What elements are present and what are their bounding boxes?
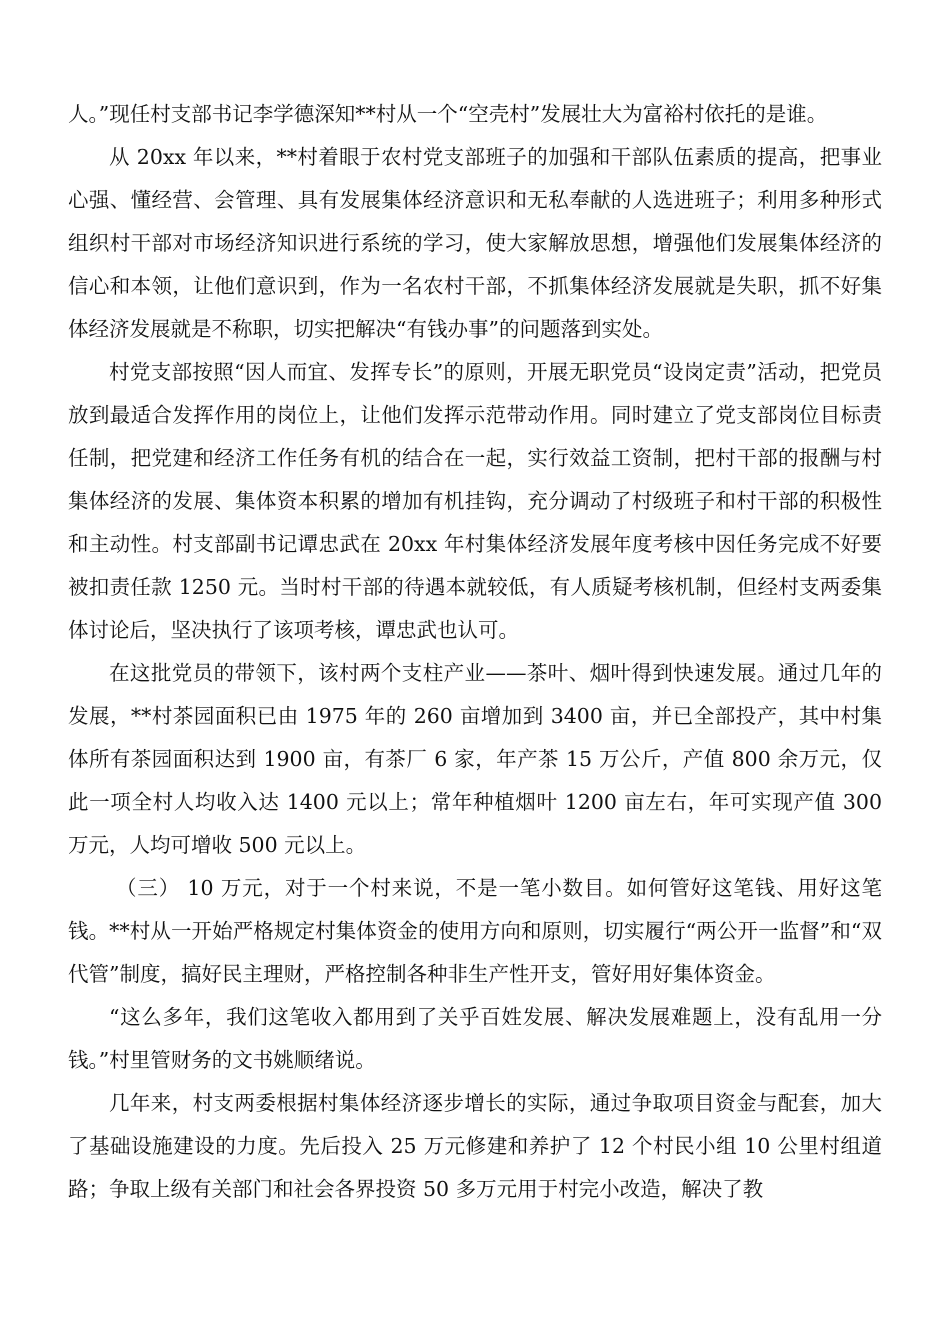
paragraph-industries: 在这批党员的带领下，该村两个支柱产业——茶叶、烟叶得到快速发展。通过几年的发展，**村茶园面积已由 1975 年的 260 亩增加到 3400 亩，并已全部投产，其中村集体所有茶园面积达到 1900 亩，有茶厂 6 家，年产茶 15 万公斤，产值 800 余万元，仅此一项全村人均收入达 1400 元以上；常年种植烟叶 1200 亩左右，年可实现产值 300 万元，人均可增收 500 元以上。 xyxy=(68,661,882,857)
paragraph-team-building: 从 20xx 年以来，**村着眼于农村党支部班子的加强和干部队伍素质的提高，把事业心强、懂经营、会管理、具有发展集体经济意识和无私奉献的人选进班子；利用多种形式组织村干部对市场经济知识进行系统的学习，使大家解放思想，增强他们发展集体经济的信心和本领，让他们意识到，作为一名农村干部，不抓集体经济发展就是失职，抓不好集体经济发展就是不称职，切实把解决“有钱办事”的问题落到实处。 xyxy=(68,145,882,341)
paragraph-infrastructure: 几年来，村支两委根据村集体经济逐步增长的实际，通过争取项目资金与配套，加大了基础设施建设的力度。先后投入 25 万元修建和养护了 12 个村民小组 10 公里村组道路；争取上级有关部门和社会各界投资 50 多万元用于村完小改造，解决了教 xyxy=(68,1091,882,1201)
paragraph-section-three: （三） 10 万元，对于一个村来说，不是一笔小数目。如何管好这笔钱、用好这笔钱。**村从一开始严格规定村集体资金的使用方向和原则，切实履行“两公开一监督”和“双代管”制度，搞好民主理财，严格控制各种非生产性开支，管好用好集体资金。 xyxy=(68,876,882,986)
paragraph-continuation: 人。”现任村支部书记李学德深知**村从一个“空壳村”发展壮大为富裕村依托的是谁。 xyxy=(68,102,828,126)
document-body xyxy=(68,93,882,1211)
paragraph-quote: “这么多年，我们这笔收入都用到了关乎百姓发展、解决发展难题上，没有乱用一分钱。”村里管财务的文书姚顺绪说。 xyxy=(68,1005,882,1072)
paragraph-party-members: 村党支部按照“因人而宜、发挥专长”的原则，开展无职党员“设岗定责”活动，把党员放到最适合发挥作用的岗位上，让他们发挥示范带动作用。同时建立了党支部岗位目标责任制，把党建和经济工作任务有机的结合在一起，实行效益工资制，把村干部的报酬与村集体经济的发展、集体资本积累的增加有机挂钩，充分调动了村级班子和村干部的积极性和主动性。村支部副书记谭忠武在 20xx 年村集体经济发展年度考核中因任务完成不好要被扣责任款 1250 元。当时村干部的待遇本就较低，有人质疑考核机制，但经村支两委集体讨论后，坚决执行了该项考核，谭忠武也认可。 xyxy=(68,360,882,642)
